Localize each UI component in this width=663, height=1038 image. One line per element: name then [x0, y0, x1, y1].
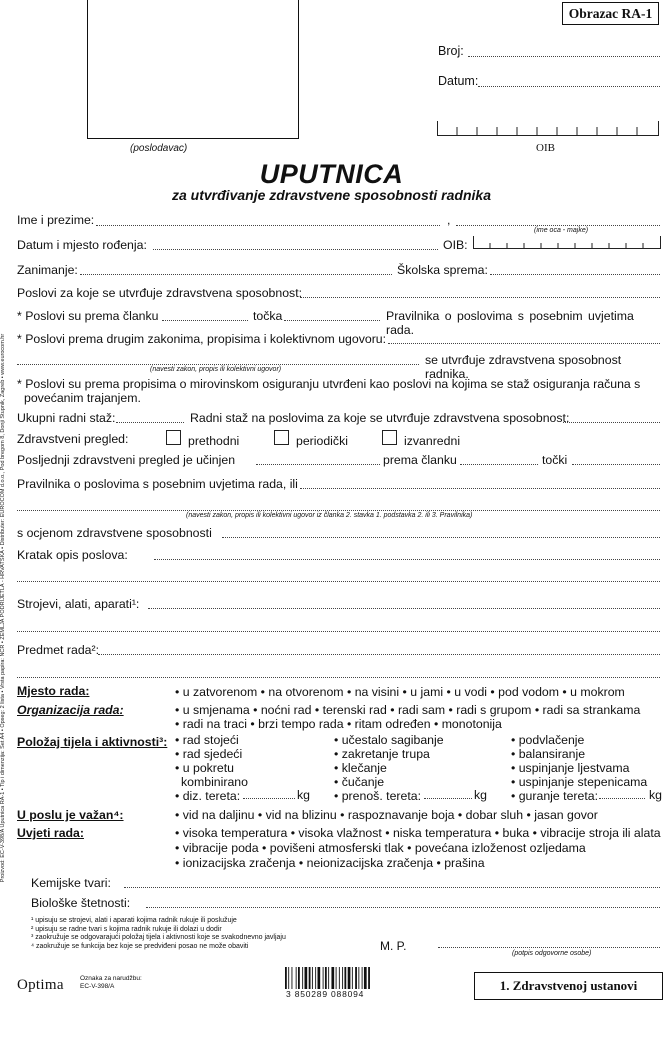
- organizacija-options-1[interactable]: • u smjenama • noćni rad • terenski rad • radi sam • radi s grupom • radi sa strankama: [175, 703, 641, 717]
- kemijske-field[interactable]: [124, 887, 660, 888]
- footnotes: [31, 917, 286, 951]
- opis-label: Kratak opis poslova:: [17, 548, 128, 562]
- datum-rodjenja-label: Datum i mjesto rođenja:: [17, 238, 147, 252]
- prethodni-label: prethodni: [188, 434, 240, 448]
- navesti-caption-2: (navesti zakon, propis ili kolektivni ugovor iz članka 2. stavka 1. podstavka 2. ili 3. Pravilnika): [186, 512, 473, 519]
- staz-label: Radni staž na poslovima za koje se utvrđuje zdravstvena sposobnost:: [190, 411, 570, 425]
- polozaj-option[interactable]: • klečanje: [334, 761, 387, 775]
- prethodni-checkbox[interactable]: [166, 430, 181, 445]
- employer-oib-field[interactable]: [437, 121, 659, 136]
- barcode-number: 3 850289 088094: [286, 989, 365, 999]
- tocka-field[interactable]: [284, 320, 380, 321]
- form-code: Obrazac RA-1: [562, 2, 659, 25]
- mp-label: M. P.: [380, 939, 407, 953]
- pregled-label: Zdravstveni pregled:: [17, 432, 129, 446]
- polozaj-option[interactable]: • učestalo sagibanje: [334, 733, 444, 747]
- strojevi-field-2[interactable]: [17, 631, 660, 632]
- oib-field[interactable]: [473, 236, 661, 249]
- predmet-label: Predmet rada²:: [17, 643, 100, 657]
- prema-clanku-field[interactable]: [460, 464, 538, 465]
- navesti-caption-1: (navesti zakon, propis ili kolektivni ugovor): [150, 366, 282, 373]
- guranje-tereta-field[interactable]: [599, 798, 645, 799]
- izvanredni-checkbox[interactable]: [382, 430, 397, 445]
- ocjena-field[interactable]: [222, 537, 660, 538]
- datum-field[interactable]: [478, 86, 660, 87]
- mjesto-rada-label: Mjesto rada:: [17, 684, 90, 698]
- comma: ,: [447, 213, 451, 227]
- organizacija-options-2[interactable]: • radi na traci • brzi tempo rada • ritam određen • monotonija: [175, 717, 502, 731]
- ukupni-label: Ukupni radni staž:: [17, 411, 116, 425]
- polozaj-option[interactable]: • podvlačenje: [511, 733, 585, 747]
- employer-stamp-box[interactable]: [87, 0, 299, 139]
- poslovi-field[interactable]: [300, 297, 660, 298]
- polozaj-col-1[interactable]: [175, 733, 248, 803]
- polozaj-option[interactable]: • rad sjedeći: [175, 747, 243, 761]
- ime-field[interactable]: [96, 225, 440, 226]
- strojevi-label: Strojevi, alati, aparati¹:: [17, 597, 140, 611]
- recipient-box: 1. Zdravstvenoj ustanovi: [474, 972, 663, 1000]
- polozaj-option[interactable]: • zakretanje trupa: [334, 747, 430, 761]
- ime-label: Ime i prezime:: [17, 213, 95, 227]
- kg-3: kg: [649, 788, 662, 802]
- signature-caption: (potpis odgovorne osobe): [512, 950, 592, 957]
- zakon-field[interactable]: [17, 510, 660, 511]
- drugi-zakon-field-1[interactable]: [388, 343, 660, 344]
- vazan-options[interactable]: • vid na daljinu • vid na blizinu • raspoznavanje boja • dobar sluh • jasan govor: [175, 808, 598, 822]
- order-label: Oznaka za narudžbu:: [80, 975, 142, 982]
- staz-field[interactable]: [563, 422, 660, 423]
- polozaj-col-2[interactable]: [334, 733, 444, 803]
- skolska-label: Školska sprema:: [397, 263, 488, 277]
- polozaj-option[interactable]: • prenoš. tereta:: [334, 789, 422, 803]
- employer-caption: (poslodavac): [130, 143, 188, 154]
- se-utvrduje-text: se utvrđuje zdravstvena sposobnost radnika.: [425, 353, 622, 381]
- employer-oib-caption: OIB: [536, 142, 555, 154]
- pravilnik-2-field[interactable]: [300, 488, 660, 489]
- prenos-tereta-field[interactable]: [424, 798, 472, 799]
- footnote: ³ zaokružuje se odgovarajući položaj tijela i aktivnosti koje se svakodnevno javljaju: [31, 934, 286, 942]
- diz-tereta-field[interactable]: [243, 798, 295, 799]
- izvanredni-label: izvanredni: [404, 434, 461, 448]
- kg-1: kg: [297, 788, 310, 802]
- bioloske-label: Biološke štetnosti:: [31, 896, 131, 910]
- clanak-label: * Poslovi su prema članku: [17, 309, 159, 323]
- ime-oca-caption: (ime oca - majke): [534, 227, 589, 234]
- predmet-field-2[interactable]: [17, 677, 660, 678]
- pravilnik-text: Pravilnika o poslovima s posebnim uvjetima rada.: [386, 309, 634, 337]
- bioloske-field[interactable]: [146, 907, 660, 908]
- order-code: EC-V-398/A: [80, 983, 115, 990]
- zanimanje-field[interactable]: [80, 274, 392, 275]
- broj-label: Broj:: [438, 44, 464, 58]
- polozaj-col-3[interactable]: [511, 733, 647, 803]
- poslovi-label: Poslovi za koje se utvrđuje zdravstvena sposobnost:: [17, 286, 303, 300]
- barcode: [283, 967, 385, 991]
- polozaj-option[interactable]: • uspinjanje stepenicama: [511, 775, 648, 789]
- uvjeti-options-1[interactable]: • visoka temperatura • visoka vlažnost • niska temperatura • buka • vibracije stroja ili alata: [175, 826, 661, 840]
- tocka-label: točka: [253, 309, 283, 323]
- brand-name: Optima: [17, 977, 64, 993]
- polozaj-option[interactable]: • čučanje: [334, 775, 385, 789]
- organizacija-label: Organizacija rada:: [17, 703, 124, 717]
- posljednji-field[interactable]: [256, 464, 380, 465]
- oib-label: OIB:: [443, 238, 468, 252]
- periodicki-label: periodički: [296, 434, 348, 448]
- zanimanje-label: Zanimanje:: [17, 263, 78, 277]
- drugi-zakon-label: * Poslovi prema drugim zakonima, propisima i kolektivnom ugovoru:: [17, 332, 387, 346]
- ime-oca-field[interactable]: [456, 225, 660, 226]
- polozaj-label: Položaj tijela i aktivnosti³:: [17, 735, 168, 749]
- polozaj-option[interactable]: • uspinjanje ljestvama: [511, 761, 630, 775]
- signature-field[interactable]: [438, 947, 660, 948]
- footnote: ⁴ zaokružuje se funkcija bez koje se predviđeni posao ne može obaviti: [31, 942, 249, 950]
- ocjena-label: s ocjenom zdravstvene sposobnosti: [17, 526, 212, 540]
- kemijske-label: Kemijske tvari:: [31, 876, 111, 890]
- footnote: ¹ upisuju se strojevi, alati i aparati kojima radnik rukuje ili poslužuje: [31, 917, 237, 924]
- footnote: ² upisuju se radne tvari s kojima radnik rukuje ili dolazi u dodir: [31, 925, 222, 933]
- opis-field-1[interactable]: [154, 559, 660, 560]
- polozaj-option[interactable]: • rad stojeći: [175, 733, 239, 747]
- uvjeti-options-2[interactable]: • vibracije poda • povišeni atmosferski tlak • povećana izloženost ozljedama: [175, 841, 586, 855]
- polozaj-option[interactable]: • diz. tereta:: [175, 789, 241, 803]
- clanak-field[interactable]: [162, 320, 248, 321]
- prema-clanku-label: prema članku: [383, 453, 457, 467]
- page-subtitle: za utvrđivanje zdravstvene sposobnosti radnika: [172, 187, 491, 203]
- uvjeti-options-3[interactable]: • ionizacijska zračenja • neionizacijska zračenja • prašina: [175, 856, 485, 870]
- broj-field[interactable]: [468, 56, 660, 57]
- datum-rodjenja-field[interactable]: [153, 249, 438, 250]
- tocki-label: točki: [542, 453, 568, 467]
- kg-2: kg: [474, 788, 487, 802]
- posljednji-label: Posljednji zdravstveni pregled je učinjen: [17, 453, 236, 467]
- polozaj-option[interactable]: • balansiranje: [511, 747, 586, 761]
- mirovinski-text-2: povećanim trajanjem.: [24, 391, 141, 405]
- datum-label: Datum:: [438, 74, 479, 88]
- vazan-label: U poslu je važan⁴:: [17, 808, 124, 822]
- pravilnik-2-label: Pravilnika o poslovima s posebnim uvjetima rada, ili: [17, 477, 298, 491]
- ukupni-field[interactable]: [116, 422, 184, 423]
- uvjeti-label: Uvjeti rada:: [17, 826, 84, 840]
- page-title: UPUTNICA: [259, 159, 404, 189]
- tocki-field[interactable]: [572, 464, 660, 465]
- mjesto-rada-options[interactable]: • u zatvorenom • na otvorenom • na visini • u jami • u vodi • pod vodom • u mokrom: [175, 685, 625, 699]
- strojevi-field-1[interactable]: [148, 608, 660, 609]
- skolska-field[interactable]: [490, 274, 660, 275]
- polozaj-option[interactable]: • u pokretu: [175, 761, 234, 775]
- predmet-field-1[interactable]: [98, 654, 660, 655]
- brand-logo: [17, 977, 64, 994]
- opis-field-2[interactable]: [17, 581, 660, 582]
- polozaj-option[interactable]: kombinirano: [181, 775, 248, 789]
- drugi-zakon-field-2[interactable]: [17, 364, 419, 365]
- side-imprint: Proizvod: EC-V-398/A Uputnica RA-1 • Tip i dimenzija: Set A4 • Opseg: 2 lista • Vrsta papira: NCR • ZEMLJA PODRIJETLA - HRVATSKA • Distributer: EUROCOM d.o.o., Pod bregom 8, Donji Stupnik, Zagreb • www.eurocom.hr: [0, 333, 6, 883]
- periodicki-checkbox[interactable]: [274, 430, 289, 445]
- mirovinski-text-1: * Poslovi su prema propisima o mirovinskom osiguranju utvrđeni kao poslovi na kojima se staž osiguranja računa s: [17, 377, 641, 391]
- polozaj-option[interactable]: • guranje tereta:: [511, 789, 599, 803]
